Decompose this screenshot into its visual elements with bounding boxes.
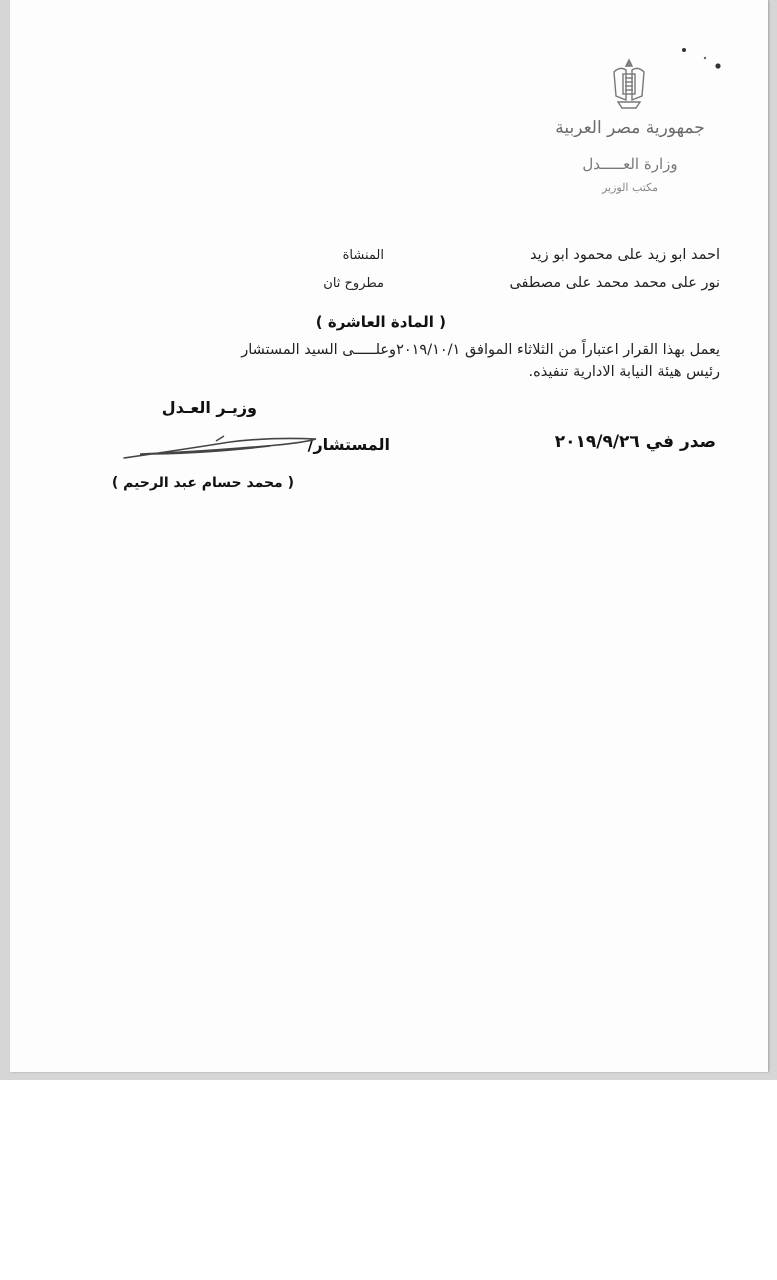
status-row-2: مطروح ثان [323, 276, 384, 291]
issue-date: صدر في ٢٠١٩/٩/٢٦ [554, 432, 716, 452]
handwritten-signature [120, 432, 330, 464]
counselor-name: ( محمد حسام عبد الرحيم ) [111, 475, 294, 491]
scan-specks [682, 46, 742, 80]
letterhead-office: مكتب الوزير [601, 181, 659, 194]
letterhead-ministry: وزارة العـــــدل [582, 155, 678, 173]
paragraph-line-1: يعمل بهذا القرار اعتباراً من الثلاثاء الموافق ٢٠١٩/١٠/١وعلـــــى السيد المستشار [241, 342, 720, 358]
status-row-1: المنشاة [342, 248, 384, 263]
name-row-2: نور على محمد محمد على مصطفى [509, 275, 720, 291]
minister-title: وزيـر العـدل [161, 398, 257, 417]
document-page [10, 0, 768, 1072]
paragraph-line-2: رئيس هيئة النيابة الادارية تنفيذه. [528, 364, 720, 380]
name-row-1: احمد ابو زيد على محمود ابو زيد [529, 247, 720, 263]
letterhead-country: جمهورية مصر العربية [555, 118, 705, 138]
eagle-emblem-icon [606, 56, 652, 114]
counselor-label: المستشار/ [307, 435, 390, 454]
article-title: ( المادة العاشرة ) [315, 313, 446, 331]
